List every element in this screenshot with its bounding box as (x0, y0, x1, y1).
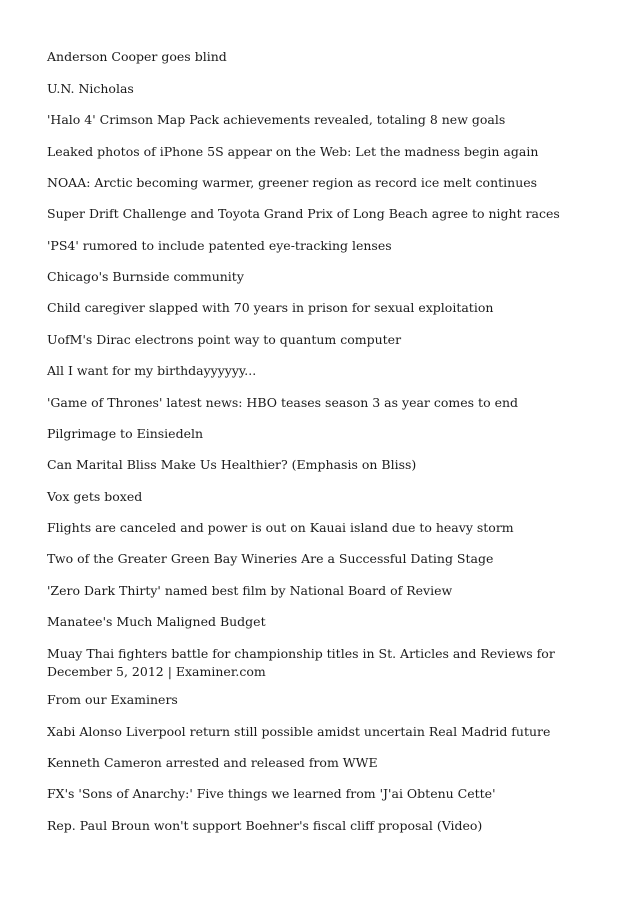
headline: FX's 'Sons of Anarchy:' Five things we learned from 'J'ai Obtenu Cette' (47, 786, 496, 801)
headline: NOAA: Arctic becoming warmer, greener region as record ice melt continues (47, 175, 538, 190)
headline: Kenneth Cameron arrested and released from WWE (47, 755, 378, 770)
headline: Vox gets boxed (47, 489, 143, 504)
headline: Flights are canceled and power is out on Kauai island due to heavy storm (47, 520, 514, 535)
headline: Can Marital Bliss Make Us Healthier? (Emphasis on Bliss) (47, 457, 417, 472)
headline: Pilgrimage to Einsiedeln (47, 426, 204, 441)
headline: All I want for my birthdayyyyyy... (47, 363, 257, 378)
headline: Anderson Cooper goes blind (47, 49, 227, 64)
headline: Rep. Paul Broun won't support Boehner's fiscal cliff proposal (Video) (47, 818, 483, 833)
headline: U.N. Nicholas (47, 81, 134, 96)
headline: From our Examiners (47, 692, 178, 707)
headline: 'Game of Thrones' latest news: HBO teases season 3 as year comes to end (47, 395, 519, 410)
headline: Chicago's Burnside community (47, 269, 244, 284)
headline: Super Drift Challenge and Toyota Grand Prix of Long Beach agree to night races (47, 206, 560, 221)
headline: Two of the Greater Green Bay Wineries Are a Successful Dating Stage (47, 551, 494, 566)
headline: Leaked photos of iPhone 5S appear on the Web: Let the madness begin again (47, 144, 539, 159)
headline: Manatee's Much Maligned Budget (47, 614, 266, 629)
headline: Child caregiver slapped with 70 years in prison for sexual exploitation (47, 300, 494, 315)
headline: Muay Thai fighters battle for championship titles in St. Articles and Reviews for December 5, 2012 | Examiner.com (47, 646, 555, 679)
headline: 'Zero Dark Thirty' named best film by National Board of Review (47, 583, 453, 598)
headline: 'PS4' rumored to include patented eye-tracking lenses (47, 238, 392, 253)
headline: UofM's Dirac electrons point way to quantum computer (47, 332, 402, 347)
headline: 'Halo 4' Crimson Map Pack achievements revealed, totaling 8 new goals (47, 112, 506, 127)
headline: Xabi Alonso Liverpool return still possible amidst uncertain Real Madrid future (47, 724, 551, 739)
